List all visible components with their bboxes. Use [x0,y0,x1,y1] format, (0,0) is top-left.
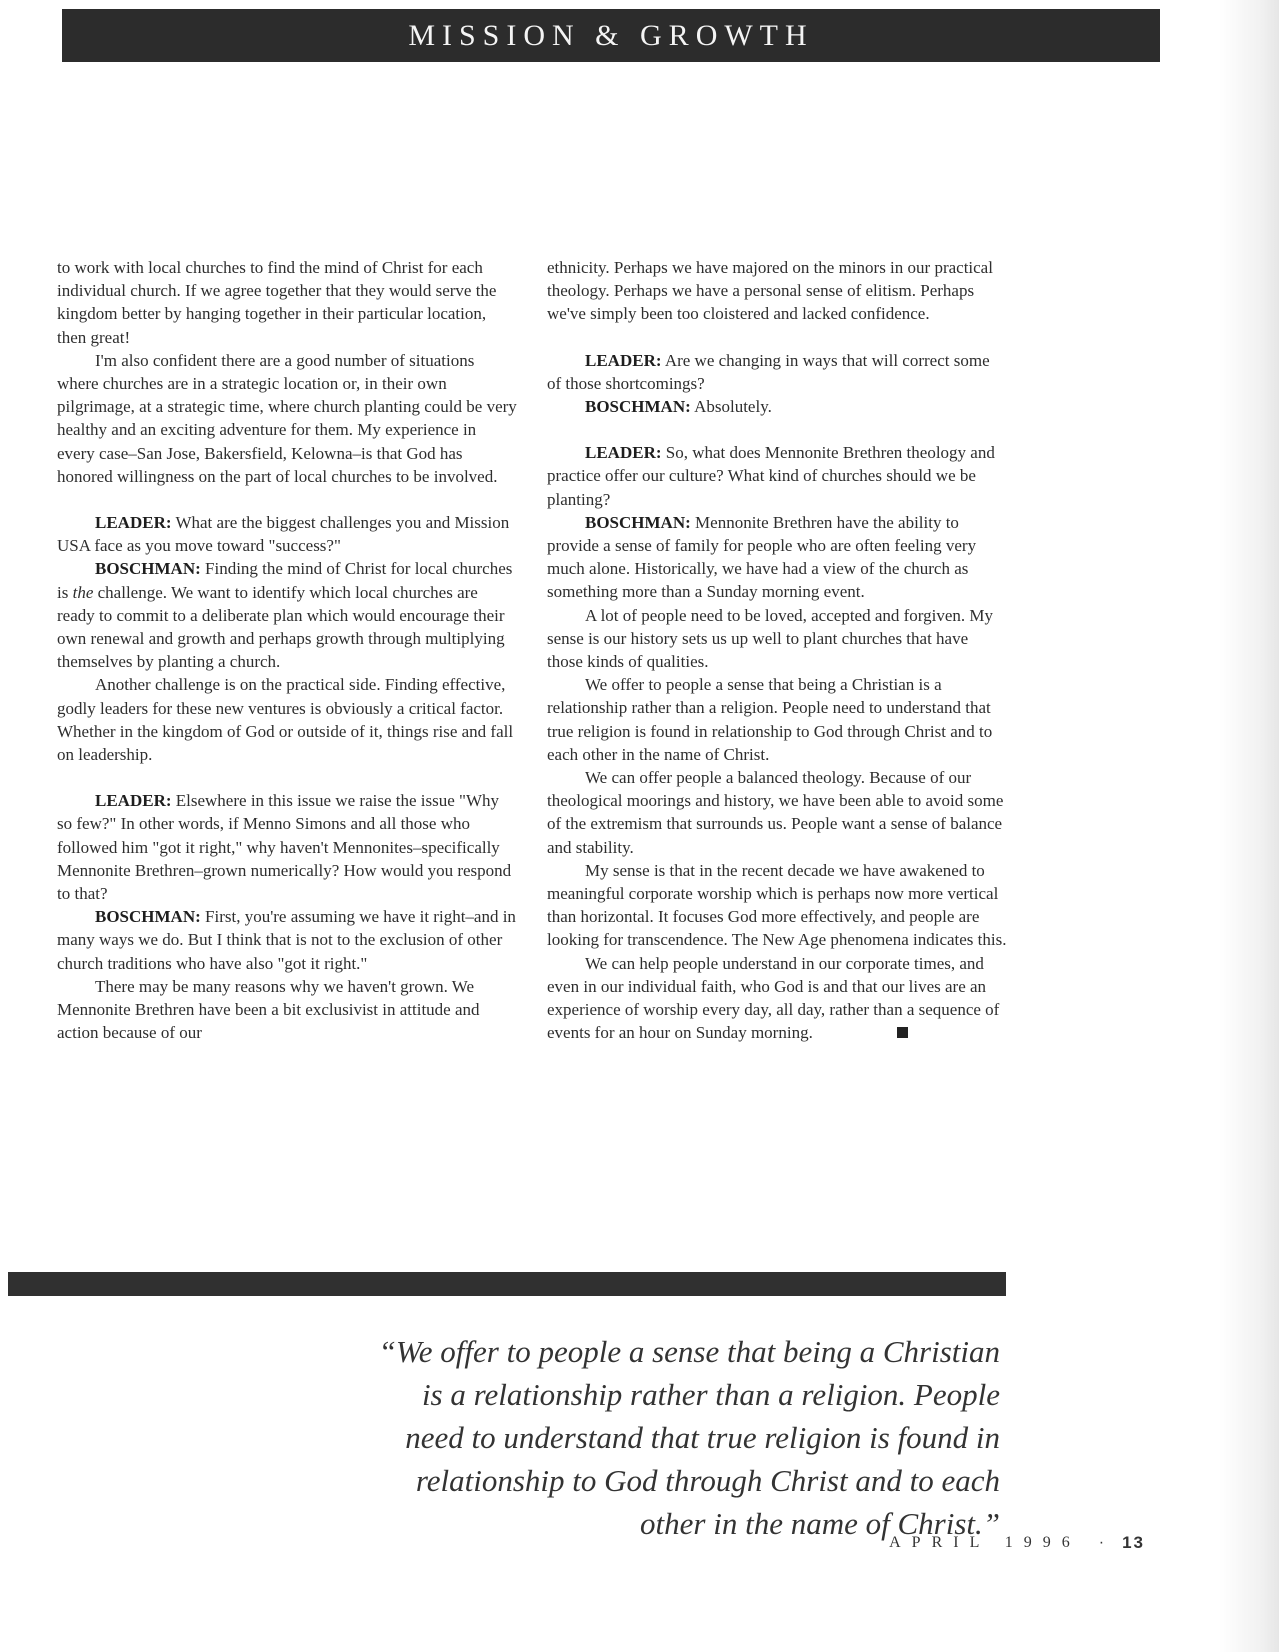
section-header-bar [62,9,1160,62]
pull-quote-line: need to understand that true religion is found in [405,1420,1000,1455]
question-paragraph [57,789,517,905]
answer-paragraph [547,511,1007,604]
speaker-label: LEADER: [585,350,662,370]
answer-paragraph [57,905,517,975]
paragraph: I'm also confident there are a good number of situations where churches are in a strategic location or, in their own pilgrimage, at a strategic time, where church planting could be very healthy and an exciting adventure for them. My experience in every case–San Jose, Bakersfield, Kelowna–is that God has honored willingness on the part of local churches to be involved. [57,350,517,486]
question-text: So, what does Mennonite Brethren theology and practice offer our culture? What kind of churches should we be planting? [547,443,995,509]
answer-paragraph [57,557,517,673]
final-paragraph [547,952,1007,1045]
answer-text: Mennonite Brethren have the ability to provide a sense of family for people who are often feeling very much alone. Historically, we have had a view of the church as something more than a Sunday morning event. [547,512,977,602]
pull-quote [300,1330,1000,1545]
pull-quote-line: is a relationship rather than a religion. People [421,1377,1000,1412]
answer-text: Finding the mind of Christ for local churches is [57,559,513,602]
emphasis-text: the [72,582,94,602]
speaker-label: BOSCHMAN: [585,397,691,417]
page-edge-shadow [1219,0,1279,1652]
speaker-label: LEADER: [95,791,172,811]
question-text: Elsewhere in this issue we raise the issue "Why so few?" In other words, if Menno Simons and all those who followed him "got it right," why haven't Mennonites–specifically Mennonite Brethren–grown numerically? How would you respond to that? [57,791,512,904]
paragraph: Another challenge is on the practical side. Finding effective, godly leaders for these new ventures is obviously a critical factor. Whether in the kingdom of God or outside of it, things rise and fall on leadership. [57,675,514,765]
square-end-mark-icon [897,1027,908,1038]
page-footer [889,1533,1145,1553]
divider-bar [8,1272,1006,1296]
paragraph: A lot of people need to be loved, accepted and forgiven. My sense is our history sets us up well to plant churches that have those kinds of qualities. [547,605,994,672]
answer-paragraph [547,395,1007,418]
paragraph: My sense is that in the recent decade we have awakened to meaningful corporate worship which is perhaps now more vertical than horizontal. It focuses God more effectively, and people are looking for transcendence. The New Age phenomena indicates this. [547,860,1007,950]
issue-date: APRIL 1996 [889,1534,1081,1551]
answer-text: challenge. We want to identify which local churches are ready to commit to a deliberate plan which would encourage their own renewal and growth and perhaps growth through multiplying themselves by planting a church. [57,582,505,672]
paragraph: We offer to people a sense that being a Christian is a relationship rather than a religion. People need to understand that true religion is found in relationship to God through Christ and to each other in the name of Christ. [547,675,993,764]
speaker-label: LEADER: [95,513,172,533]
pull-quote-line: other in the name of Christ.” [640,1506,1000,1541]
left-text-column [57,256,517,1045]
page-number: 13 [1122,1533,1145,1552]
footer-separator: · [1098,1534,1105,1551]
answer-text: First, you're assuming we have it right–and in many ways we do. But I think that is not to the exclusion of other church traditions who have also "got it right." [57,907,516,973]
question-text: What are the biggest challenges you and Mission USA face as you move toward "success?" [57,513,510,556]
speaker-label: LEADER: [585,443,662,463]
paragraph: ethnicity. Perhaps we have majored on the minors in our practical theology. Perhaps we have a personal sense of elitism. Perhaps we've simply been too cloistered and lacked confidence. [547,258,993,324]
question-text: Are we changing in ways that will correct some of those shortcomings? [547,350,990,393]
section-title: MISSION & GROWTH [408,18,814,52]
right-text-column [547,256,1007,1045]
question-paragraph [547,349,1007,395]
answer-text: Absolutely. [690,397,772,417]
paragraph: to work with local churches to find the mind of Christ for each individual church. If we agree together that they would serve the kingdom better by hanging together in their particular location, then great! [57,258,497,347]
paragraph-text: We can help people understand in our corporate times, and even in our individual faith, who God is and that our lives are an experience of worship every day, all day, rather than a sequence of events for an hour on Sunday morning. [547,953,1000,1043]
question-paragraph [547,441,1007,511]
question-paragraph [57,511,517,557]
pull-quote-line: relationship to God through Christ and to each [415,1463,1000,1498]
paragraph: We can offer people a balanced theology. Because of our theological moorings and history, we have been able to avoid some of the extremism that surrounds us. People want a sense of balance and stability. [547,768,1004,857]
speaker-label: BOSCHMAN: [95,559,201,579]
pull-quote-line: “We offer to people a sense that being a Christian [378,1334,1000,1369]
paragraph: There may be many reasons why we haven't grown. We Mennonite Brethren have been a bit exclusivist in attitude and action because of our [57,976,480,1043]
speaker-label: BOSCHMAN: [585,512,691,532]
speaker-label: BOSCHMAN: [95,907,201,927]
